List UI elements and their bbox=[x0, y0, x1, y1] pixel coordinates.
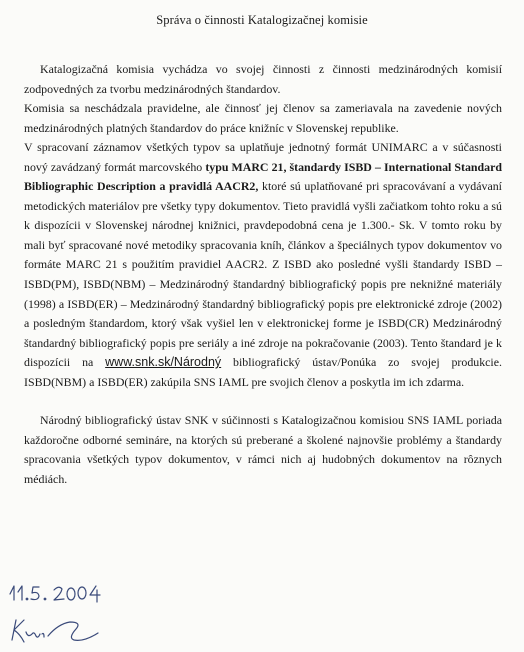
standards-text-1: V spracovaní záznamov všetkých typov sa uplatňuje jednotný formát UNIMARC a v súčasnosti nový zavádzaný formát marcovského bbox=[24, 140, 502, 174]
standards-text-3: bibliografický ústav/Ponúka zo svojej produkcie. ISBD(NBM) a ISBD(ER) zakúpila SNS IAML pre svojich členov a poskytla im ich zdarma. bbox=[24, 355, 502, 389]
paragraph-intro: Katalogizačná komisia vychádza vo svojej činnosti z činnosti medzinárodných komisií zodpovedných za tvorbu medzinárodných štandardov. bbox=[24, 62, 502, 96]
snk-link[interactable]: www.snk.sk/Národný bbox=[105, 355, 222, 370]
paragraph-seminars: Národný bibliografický ústav SNK v súčinnosti s Katalogizačnou komisiou SNS IAML poriada každoročne odborné semináre, na ktorých sú preberané a školené najnovšie problémy a štandardy spracovania všetkých typov dokumentov, v rámci nich aj hudobných dokumentov na rôznych médiách. bbox=[24, 413, 502, 486]
paragraph-commission: Komisia sa neschádzala pravidelne, ale činnosť jej členov sa zameriavala na zavedenie nových medzinárodných platných štandardov do práce knižníc v Slovenskej republike. bbox=[24, 101, 502, 135]
paragraph-standards bbox=[24, 138, 502, 392]
standards-bold: typu MARC 21, štandardy ISBD – International Standard Bibliographic Description a pravidlá AACR2, bbox=[24, 159, 502, 194]
handwritten-signature bbox=[4, 582, 124, 652]
standards-text-2: ktoré sú uplatňované pri spracovávaní a vydávaní metodických materiálov pre všetky typy dokumentov. Tieto pravidlá vyšli začiatkom tohto roku a sú k dispozícii v Slovenskej národnej knižnici, pravdepodobná cena je 1.300.- Sk. V tomto roku by mali byť spracované nové metodiky spracovania kníh, článkov a špeciálnych typov dokumentov vo formáte MARC 21 s použitím pravidiel AACR2. Z ISBD ako posledné vyšli štandardy ISBD – ISBD(PM), ISBD(NBM) – Medzinárodný štandardný bibliografický popis pre neknižné materiály (1998) a ISBD(ER) – Medzinárodný štandardný bibliografický popis pre elektronické zdroje (2002) a posledným štandardom, ktorý však vyšiel len v elektronickej forme je ISBD(CR) Medzinárodný štandardný bibliografický popis pre seriály a iné zdroje na pokračovanie (2003). Tento štandard je k dispozícii na bbox=[24, 179, 502, 370]
document-body bbox=[24, 60, 502, 489]
page-title: Správa o činnosti Katalogizačnej komisie bbox=[156, 13, 368, 27]
